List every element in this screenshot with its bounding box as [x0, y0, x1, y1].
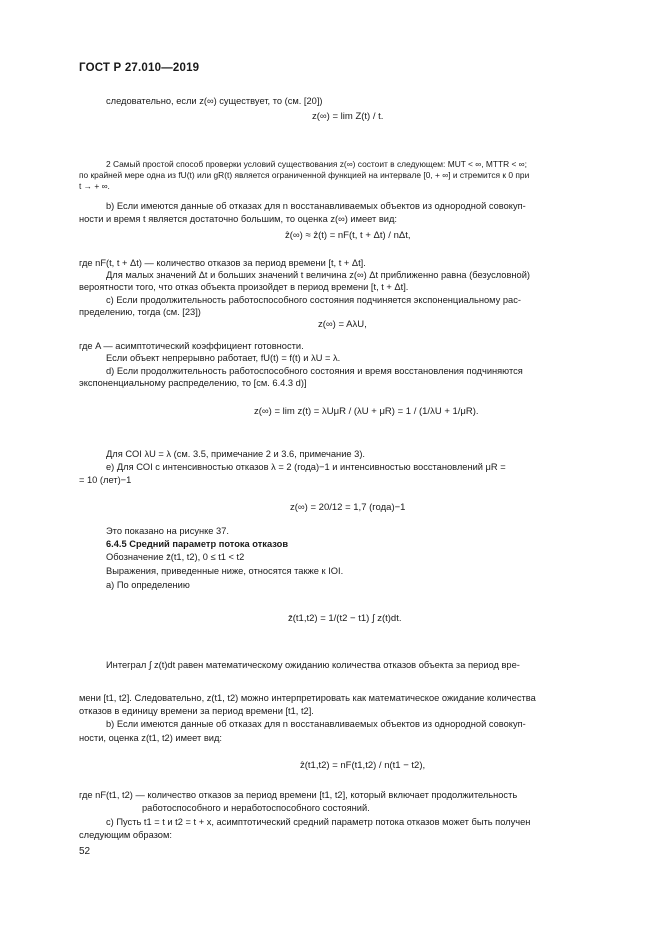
text-line: c) Если продолжительность работоспособного состояния подчиняется экспоненциальному рас-	[106, 295, 521, 305]
text-line: a) По определению	[106, 580, 190, 590]
text-line: отказов в единицу времени за период времени [t1, t2].	[79, 706, 314, 716]
text-line: работоспособного и неработоспособного состояний.	[142, 803, 370, 813]
text-line: b) Если имеются данные об отказах для n восстанавливаемых объектов из однородной совокуп-	[106, 719, 526, 729]
formula-mean-definition: z̄(t1,t2) = 1/(t2 − t1) ∫ z(t)dt.	[288, 613, 402, 624]
text-line: где nF(t, t + Δt) — количество отказов за период времени [t, t + Δt].	[79, 258, 366, 268]
text-line: вероятности того, что отказ объекта произойдет в период времени [t, t + Δt].	[79, 282, 409, 292]
formula-availability: z(∞) = AλU,	[318, 319, 367, 330]
text-line: c) Пусть t1 = t и t2 = t + x, асимптотический средний параметр потока отказов может быть получен	[106, 817, 531, 827]
formula-exponential: z(∞) = lim z(t) = λUμR / (λU + μR) = 1 / (1/λU + 1/μR).	[254, 406, 479, 417]
formula-limit-z: z(∞) = lim Z(t) / t.	[312, 111, 384, 122]
text-line: экспоненциальному распределению, то [см. 6.4.3 d)]	[79, 378, 307, 388]
text-line: b) Если имеются данные об отказах для n восстанавливаемых объектов из однородной совокуп-	[106, 201, 526, 211]
text-line: мени [t1, t2]. Следовательно, z(t1, t2) можно интерпретировать как математическое ожидание количества	[79, 693, 536, 703]
page-number: 52	[79, 846, 91, 857]
text-line: следующим образом:	[79, 830, 172, 840]
text-line: ности и время t является достаточно большим, то оценка z(∞) имеет вид:	[79, 214, 397, 224]
document-header: ГОСТ Р 27.010—2019	[79, 62, 200, 74]
text-line: ности, оценка z(t1, t2) имеет вид:	[79, 733, 222, 743]
text-line: Интеграл ∫ z(t)dt равен математическому ожиданию количества отказов объекта за период вре-	[106, 660, 520, 670]
formula-mean-estimate: ẑ(t1,t2) = nF(t1,t2) / n(t1 − t2),	[300, 760, 426, 771]
formula-estimate-z: ẑ(∞) ≈ ẑ(t) = nF(t, t + Δt) / nΔt,	[285, 230, 411, 241]
note-line: по крайней мере одна из fU(t) или gR(t) является ограниченной функцией на интервале [0, + ∞] и стремится к 0 при	[79, 170, 530, 180]
text-line: где A — асимптотический коэффициент готовности.	[79, 341, 304, 351]
note-line: 2 Самый простой способ проверки условий существования z(∞) состоит в следующем: MUT < ∞, MTTR < ∞;	[106, 159, 527, 169]
text-line: пределению, тогда (см. [23])	[79, 307, 201, 317]
section-heading: 6.4.5 Средний параметр потока отказов	[106, 539, 289, 549]
text-line: Это показано на рисунке 37.	[106, 526, 229, 536]
text-line: следовательно, если z(∞) существует, то (см. [20])	[106, 96, 323, 106]
formula-numeric: z(∞) = 20/12 = 1,7 (года)−1	[290, 502, 406, 513]
text-line: Выражения, приведенные ниже, относятся также к IOI.	[106, 566, 344, 576]
text-line: Если объект непрерывно работает, fU(t) = f(t) и λU = λ.	[106, 353, 341, 363]
text-line: где nF(t1, t2) — количество отказов за период времени [t1, t2], который включает продолжительность	[79, 790, 518, 800]
text-line: Для малых значений Δt и больших значений t величина z(∞) Δt приближенно равна (безусловной)	[106, 270, 530, 280]
note-line: t → + ∞.	[79, 181, 110, 191]
text-line: e) Для COI с интенсивностью отказов λ = 2 (года)−1 и интенсивностью восстановлений μR =	[106, 462, 506, 472]
text-line: Для COI λU = λ (см. 3.5, примечание 2 и 3.6, примечание 3).	[106, 449, 365, 459]
text-line: d) Если продолжительность работоспособного состояния и время восстановления подчиняются	[106, 366, 523, 376]
text-line: Обозначение z̄(t1, t2), 0 ≤ t1 < t2	[106, 552, 245, 562]
text-line: = 10 (лет)−1	[79, 475, 132, 485]
